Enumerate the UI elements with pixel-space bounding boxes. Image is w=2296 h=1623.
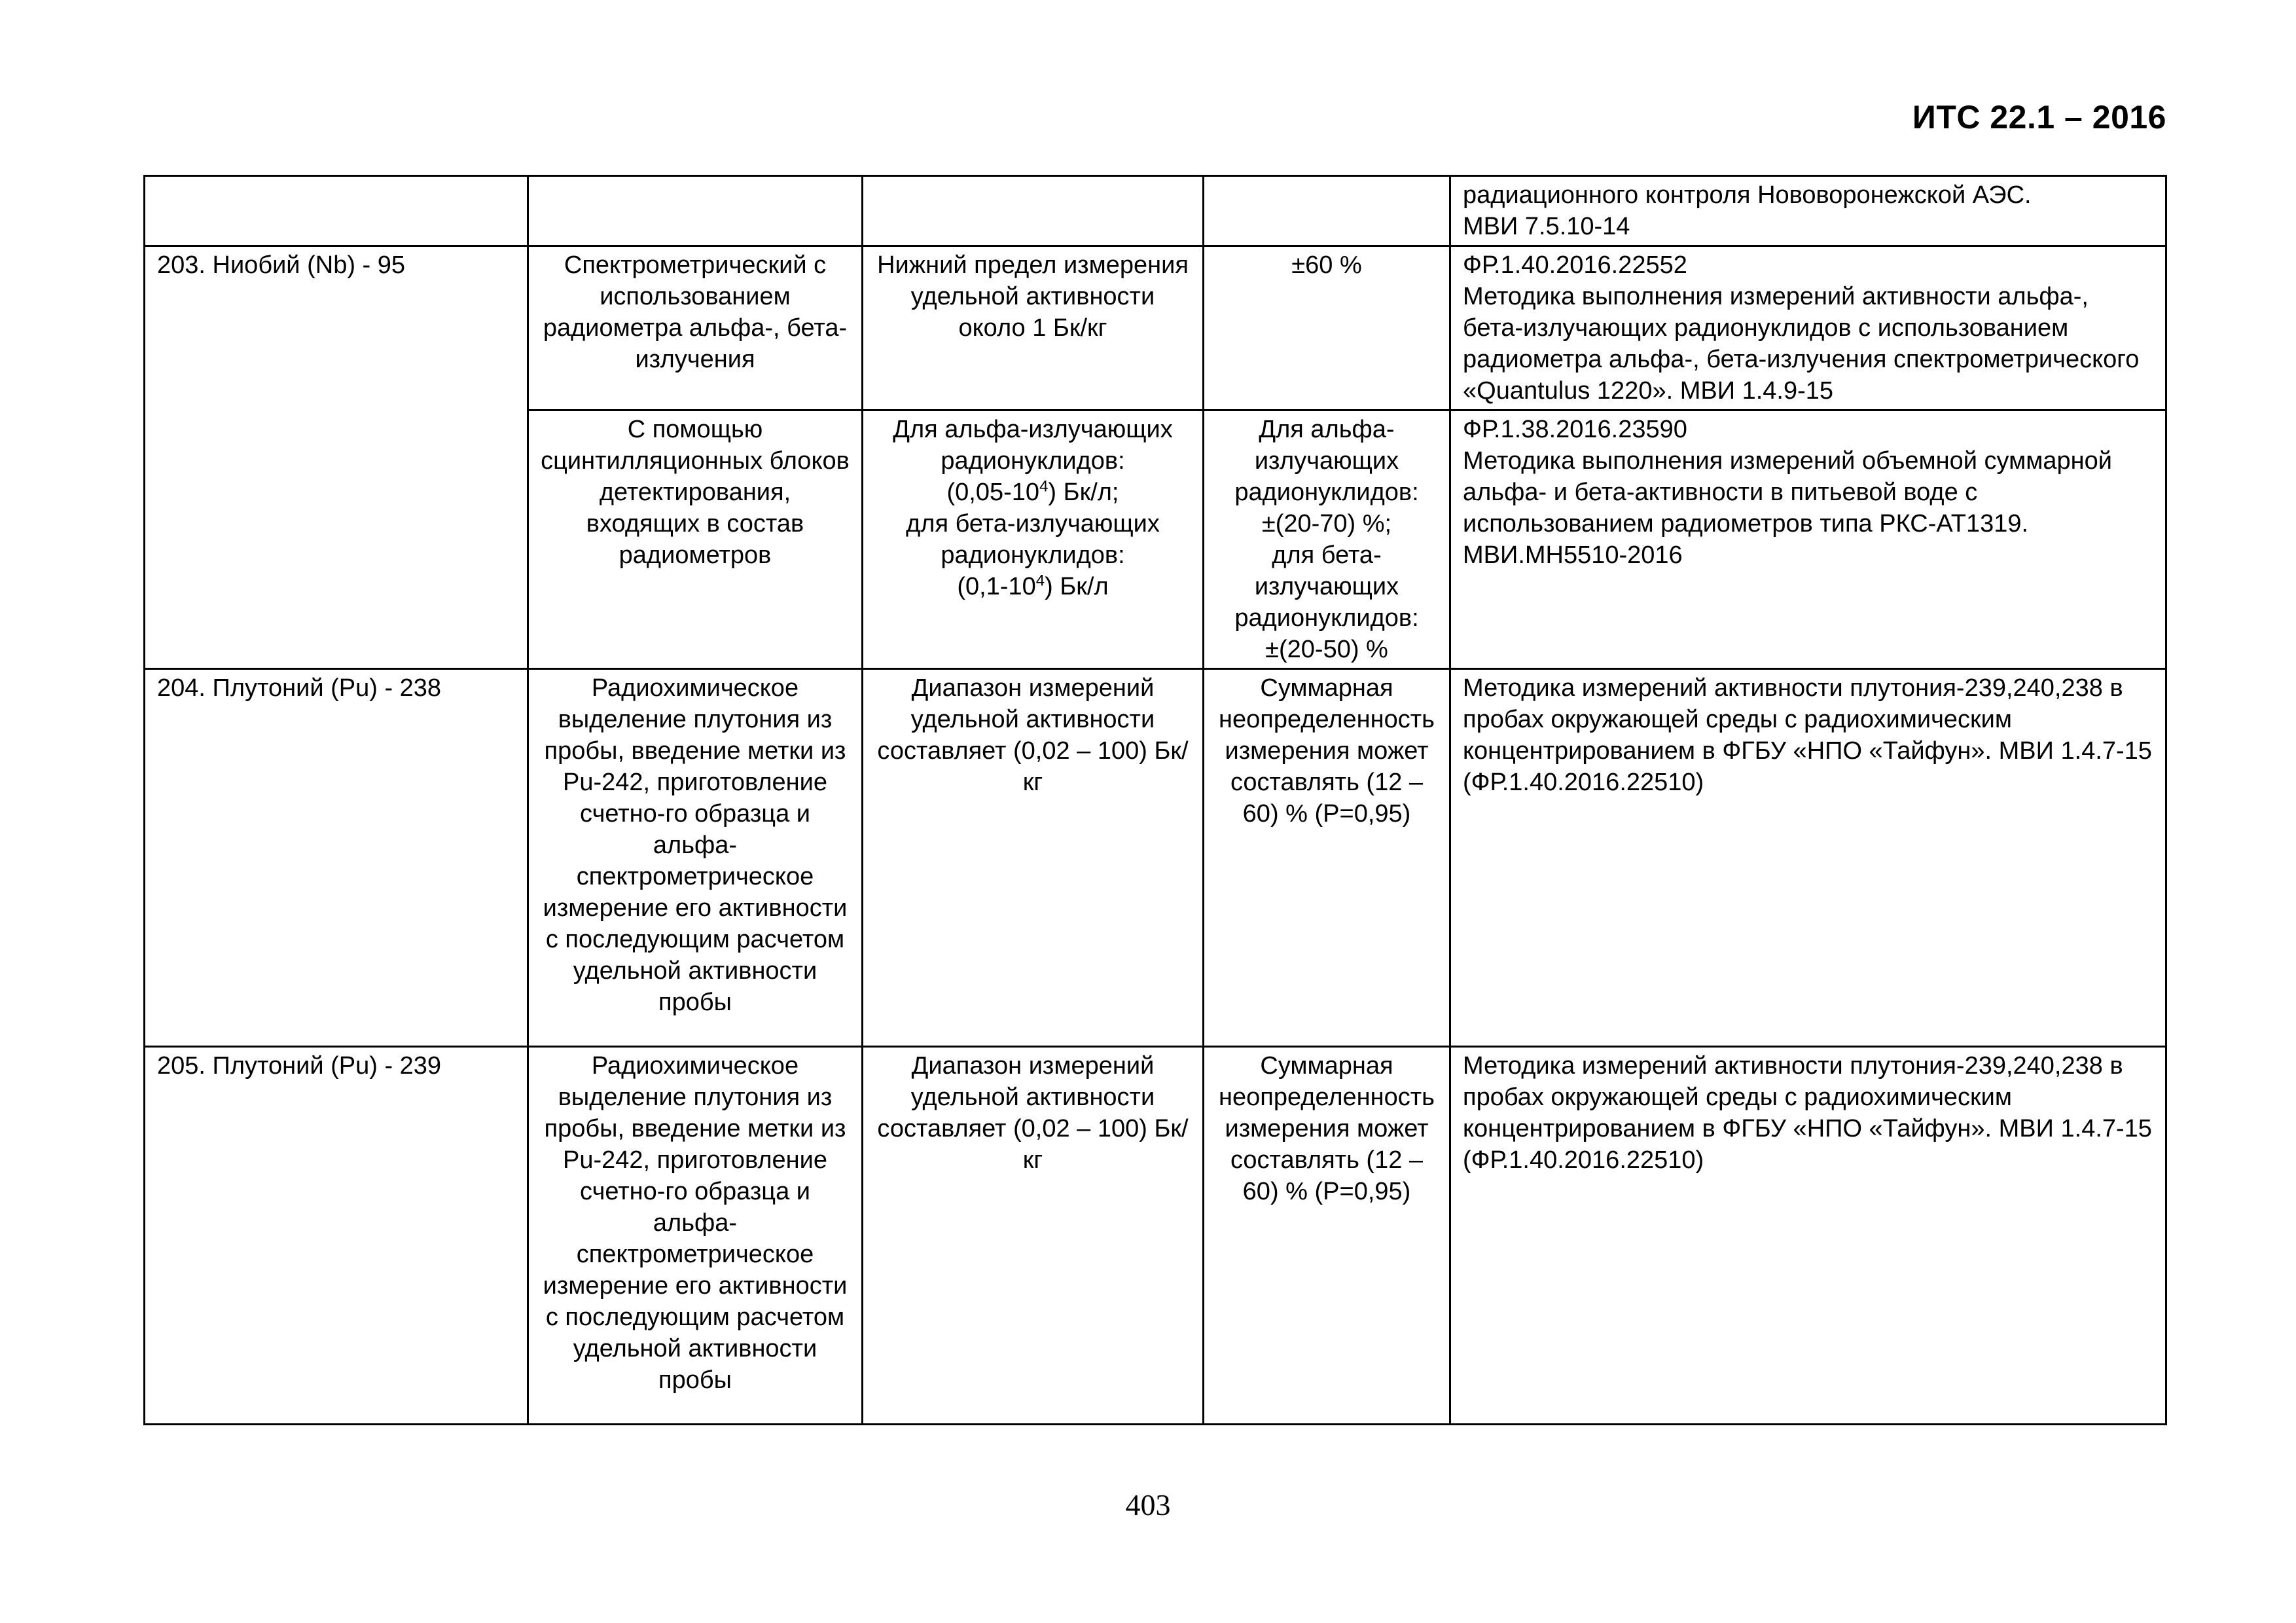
cell-empty xyxy=(528,176,863,246)
doc-text: Методика выполнения измерений активности альфа-, бета-излучающих радионуклидов с использованием радиометра альфа-, бета-излучения спектрометрического «Quantulus 1220». МВИ 1.4.9-15 xyxy=(1463,283,2140,405)
range-alpha-exponent: 4 xyxy=(1039,477,1049,496)
page-number: 403 xyxy=(1125,1488,1171,1522)
range-alpha-start: (0,05-10 xyxy=(946,479,1040,506)
doc-text-line: МВИ 7.5.10-14 xyxy=(1463,213,1630,240)
cell-error: Суммарная неопределенность измерения может составлять (12 – 60) % (Р=0,95) xyxy=(1204,669,1450,1047)
range-beta-label: для бета-излучающих радионуклидов: xyxy=(906,510,1160,569)
cell-range: Диапазон измерений удельной активности составляет (0,02 – 100) Бк/кг xyxy=(863,1047,1204,1425)
cell-error: Суммарная неопределенность измерения может составлять (12 – 60) % (Р=0,95) xyxy=(1204,1047,1450,1425)
doc-registration-code: ФР.1.40.2016.22552 xyxy=(1463,251,1687,279)
table-row-205 xyxy=(145,1047,2166,1425)
cell-document: Методика измерений активности плутония-239,240,238 в пробах окружающей среды с радиохимическим концентрированием в ФГБУ «НПО «Тайфун». МВИ 1.4.7-15 (ФР.1.40.2016.22510) xyxy=(1450,1047,2166,1425)
cell-nuclide-name: 203. Ниобий (Nb) - 95 xyxy=(145,246,528,669)
cell-method: Радиохимическое выделение плутония из пробы, введение метки из Pu-242, приготовление счетно-го образца и альфа-спектрометрическое измерение его активности с последующим расчетом удельной активности пробы xyxy=(528,1047,863,1425)
cell-document xyxy=(1450,410,2166,669)
doc-registration-code: ФР.1.38.2016.23590 xyxy=(1463,416,1687,443)
document-code: ИТС 22.1 – 2016 xyxy=(1912,99,2166,136)
cell-range xyxy=(863,410,1204,669)
range-beta-start: (0,1-10 xyxy=(957,573,1036,600)
range-beta-unit: ) Бк/л xyxy=(1045,573,1109,600)
error-beta-label: для бета-излучающих радионуклидов: xyxy=(1234,541,1419,632)
cell-document: Методика измерений активности плутония-239,240,238 в пробах окружающей среды с радиохимическим концентрированием в ФГБУ «НПО «Тайфун». МВИ 1.4.7-15 (ФР.1.40.2016.22510) xyxy=(1450,669,2166,1047)
table-row-continuation xyxy=(145,176,2166,246)
table-row-204 xyxy=(145,669,2166,1047)
cell-range: Диапазон измерений удельной активности составляет (0,02 – 100) Бк/кг xyxy=(863,669,1204,1047)
nuclide-methods-table xyxy=(143,175,2167,1425)
error-alpha-value: ±(20-70) %; xyxy=(1261,510,1392,538)
error-beta-value: ±(20-50) % xyxy=(1265,636,1388,663)
cell-empty xyxy=(863,176,1204,246)
cell-error: ±60 % xyxy=(1204,246,1450,410)
cell-method: Спектрометрический с использованием радиометра альфа-, бета-излучения xyxy=(528,246,863,410)
range-alpha-value xyxy=(875,477,1191,508)
cell-range: Нижний предел измерения удельной активности около 1 Бк/кг xyxy=(863,246,1204,410)
doc-text-line: радиационного контроля Нововоронежской АЭС. xyxy=(1463,181,2032,209)
table-row-203-a xyxy=(145,246,2166,410)
cell-method: Радиохимическое выделение плутония из пробы, введение метки из Pu-242, приготовление счетно-го образца и альфа-спектрометрическое измерение его активности с последующим расчетом удельной активности пробы xyxy=(528,669,863,1047)
cell-method: С помощью сцинтилляционных блоков детектирования, входящих в состав радиометров xyxy=(528,410,863,669)
range-beta-value xyxy=(875,571,1191,602)
cell-empty xyxy=(145,176,528,246)
doc-text: Методика выполнения измерений объемной суммарной альфа- и бета-активности в питьевой воде с использованием радиометров типа РКС-АТ1319. МВИ.МН5510-2016 xyxy=(1463,447,2112,569)
cell-document xyxy=(1450,246,2166,410)
cell-nuclide-name: 204. Плутоний (Pu) - 238 xyxy=(145,669,528,1047)
cell-nuclide-name: 205. Плутоний (Pu) - 239 xyxy=(145,1047,528,1425)
cell-document xyxy=(1450,176,2166,246)
error-alpha-label: Для альфа-излучающих радионуклидов: xyxy=(1234,416,1419,506)
range-alpha-label: Для альфа-излучающих радионуклидов: xyxy=(893,416,1173,475)
range-beta-exponent: 4 xyxy=(1035,572,1045,590)
range-alpha-unit: ) Бк/л; xyxy=(1048,479,1119,506)
cell-empty xyxy=(1204,176,1450,246)
cell-error xyxy=(1204,410,1450,669)
